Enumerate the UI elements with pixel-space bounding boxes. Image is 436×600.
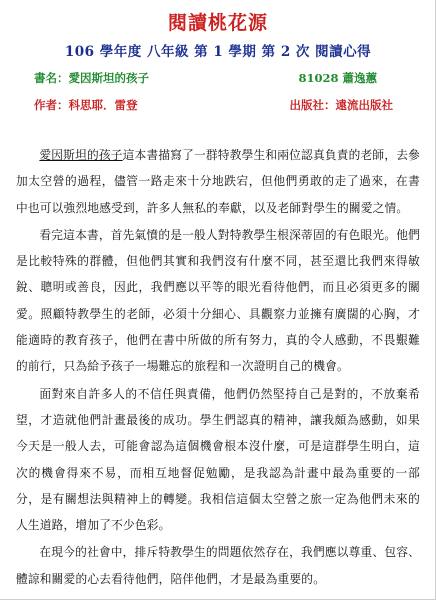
author-info: 作者：科思耶．雷登 — [34, 98, 138, 112]
paragraph-2: 看完這本書，首先氣憤的是一般人對特教學生根深蒂固的有色眼光。他們是比較特殊的群體，但他們其實和我們沒有什麼不同，甚至還比我們來得敏銳、聰明或善良，因此，我們應以平等的眼光看待他們，而且必須更多的關愛。照顧特教學生的老師，必須十分細心、具觀察力並擁有廣闊的心胸，才能適時的教育孩子，他們在書中所做的所有努力，真的令人感動，不畏艱難的前行，只為給予孩子一場難忘的旅程和一次證明自己的機會。 — [16, 227, 420, 374]
paragraph-3: 面對來自許多人的不信任與責備，他們仍然堅持自己是對的，不放棄希望，才造就他們計畫最後的成功。學生們認真的精神，讓我頗為感動，如果今天是一般人去，可能會認為這個機會根本沒什麼，可是這群學生明白，這次的機會得來不易，而相互地督促勉勵，是我認為計畫中最為重要的一部分，是有關想法與精神上的轉變。我相信這個太空營之旅一定為他們未來的人生道路，增加了不少色彩。 — [16, 386, 420, 533]
book-title-reference: 愛因斯坦的孩子 — [39, 148, 123, 162]
page-subtitle: 106 學年度 八年級 第 1 學期 第 2 次 閱讀心得 — [64, 44, 372, 60]
paragraph-4: 在現今的社會中，排斥特教學生的問題依然存在，我們應以尊重、包容、體諒和關愛的心去看待他們，陪伴他們，才是最為重要的。 — [16, 545, 420, 586]
paragraph-1 — [16, 142, 420, 221]
publisher-info: 出版社：遠流出版社 — [289, 98, 393, 112]
student-info: 81028 蕭逸蕙 — [298, 71, 377, 85]
book-title: 書名：愛因斯坦的孩子 — [34, 71, 149, 85]
page-title: 閱讀桃花源 — [167, 12, 268, 34]
paragraph-1-text: 這本書描寫了一群特教學生和兩位認真負責的老師，去參加太空營的過程，儘管一路走來十分地跌宕，但他們勇敢的走了過來，在書中也可以強烈地感受到，許多人無私的奉獻，以及老師對學生的關愛之情。 — [16, 148, 420, 215]
reflection-body — [16, 142, 420, 593]
